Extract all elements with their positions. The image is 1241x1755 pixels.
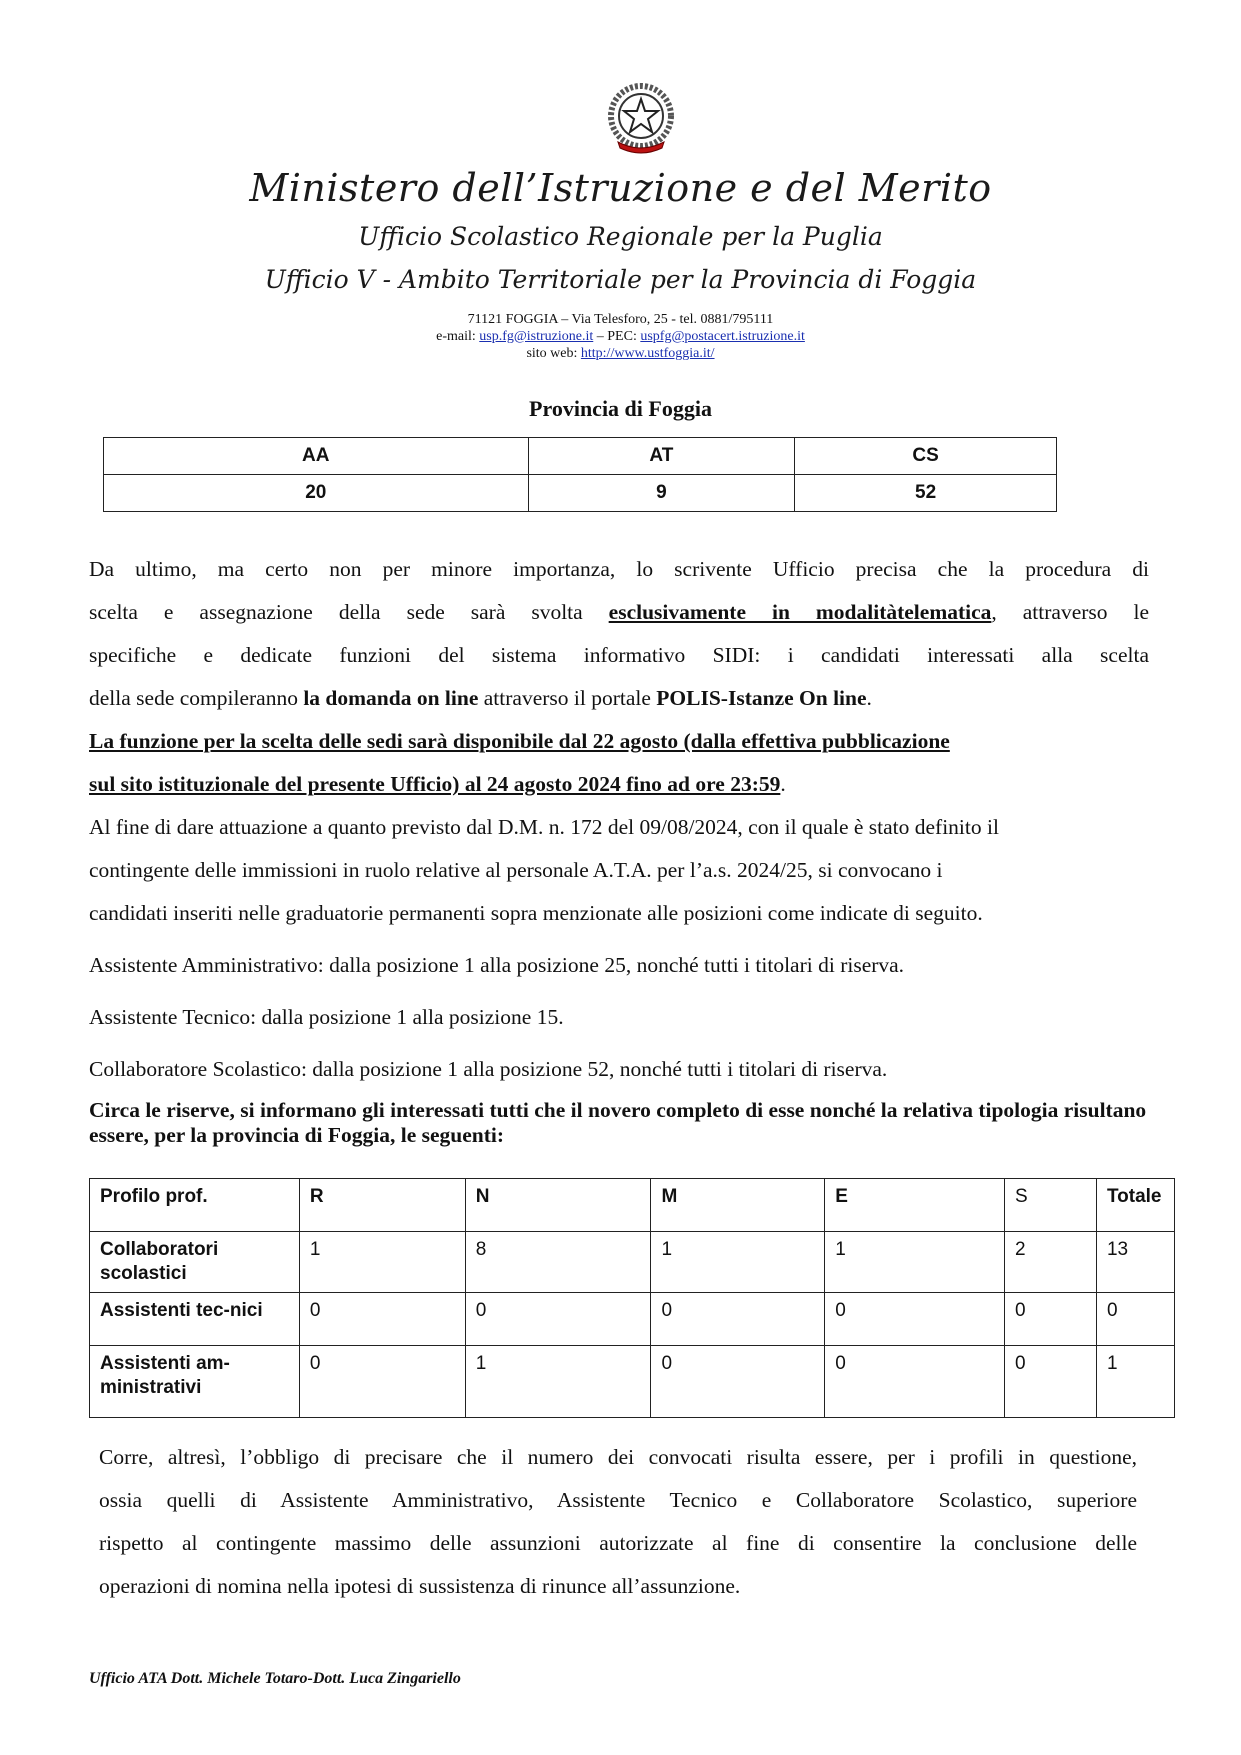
regional-office-title: Ufficio Scolastico Regionale per la Puglia	[358, 222, 883, 251]
procedure-paragraph: Da ultimo, ma certo non per minore importanza, lo scrivente Ufficio precisa che la procedura di scelta e assegnazione della sede sarà svolta esclusivamente in modalitàtelematica, attraverso le specifiche e dedicate funzioni del sistema informativo SIDI: i candidati interessati alla scelta della sede compileranno la domanda on line attraverso il portale POLIS-Istanze On line. La funzione per la scelta delle sedi sarà disponibile dal 22 agosto (dalla effettiva pubblicazione sul sito istituzionale del presente Ufficio) al 24 agosto 2024 fino ad ore 23:59. Al fine di dare attuazione a quanto previsto dal D.M. n. 172 del 09/08/2024, con il quale è stato definito il contingente delle immissioni in ruolo relative al personale A.T.A. per l’a.s. 2024/25, si convocano i candidati inseriti nelle graduatorie permanenti sopra menzionate alle posizioni come indicate di seguito.	[89, 557, 1150, 925]
summary-header-aa: AA	[104, 438, 529, 475]
closing-paragraph: Corre, altresì, l’obbligo di precisare che il numero dei convocati risulta essere, per i profili in questione, ossia quelli di Assistente Amministrativo, Assistente Tecnico e Collaboratore Scolastico, superiore rispetto al contingente massimo delle assunzioni autorizzate al fine di consentire la conclusione delle operazioni di nomina nella ipotesi di sussistenza di rinunce all’assunzione.	[99, 1445, 1137, 1598]
footer-signature: Ufficio ATA Dott. Michele Totaro-Dott. Luca Zingariello	[89, 1670, 461, 1687]
reserves-table	[89, 1178, 1175, 1418]
office-website: sito web: http://www.ustfoggia.it/	[526, 346, 715, 361]
summary-value-at: 9	[528, 475, 795, 512]
office-address: 71121 FOGGIA – Via Telesforo, 25 - tel. 0881/795111	[467, 312, 774, 327]
summary-value-cs: 52	[795, 475, 1057, 512]
summary-header-cs: CS	[795, 438, 1057, 475]
local-office-title: Ufficio V - Ambito Territoriale per la Provincia di Foggia	[264, 265, 977, 294]
table-row	[104, 475, 1057, 512]
positions-aa: Assistente Amministrativo: dalla posizione 1 alla posizione 25, nonché tutti i titolari di riserva.	[89, 953, 905, 977]
summary-table	[103, 437, 1057, 512]
table-row: Assistenti tec-nici 0 0 0 0 0 0	[90, 1293, 1175, 1346]
positions-cs: Collaboratore Scolastico: dalla posizione 1 alla posizione 52, nonché tutti i titolari di riserva.	[89, 1057, 888, 1081]
province-title: Provincia di Foggia	[529, 396, 712, 421]
table-row	[104, 438, 1057, 475]
email-link[interactable]: usp.fg@istruzione.it	[479, 329, 594, 344]
table-row: Assistenti am-ministrativi 0 1 0 0 0 1	[90, 1346, 1175, 1418]
positions-at: Assistente Tecnico: dalla posizione 1 alla posizione 15.	[89, 1005, 564, 1029]
office-contacts: e-mail: usp.fg@istruzione.it – PEC: uspfg@postacert.istruzione.it	[436, 329, 805, 344]
reserves-intro: Circa le riserve, si informano gli interessati tutti che il novero completo di esse nonché la relativa tipologia risultano essere, per la provincia di Foggia, le seguenti:	[89, 1098, 1147, 1147]
summary-header-at: AT	[528, 438, 795, 475]
summary-value-aa: 20	[104, 475, 529, 512]
deadline-notice: La funzione per la scelta delle sedi sarà disponibile dal 22 agosto (dalla effettiva pubblicazione	[89, 729, 950, 753]
ministry-title: Ministero dell’Istruzione e del Merito	[249, 166, 992, 210]
table-row: Profilo prof. R N M E S Totale	[90, 1179, 1175, 1232]
website-link[interactable]: http://www.ustfoggia.it/	[580, 346, 715, 361]
pec-link[interactable]: uspfg@postacert.istruzione.it	[640, 329, 805, 344]
italian-republic-emblem-icon	[600, 78, 682, 160]
table-row: Collaboratori scolastici 1 8 1 1 2 13	[90, 1232, 1175, 1293]
